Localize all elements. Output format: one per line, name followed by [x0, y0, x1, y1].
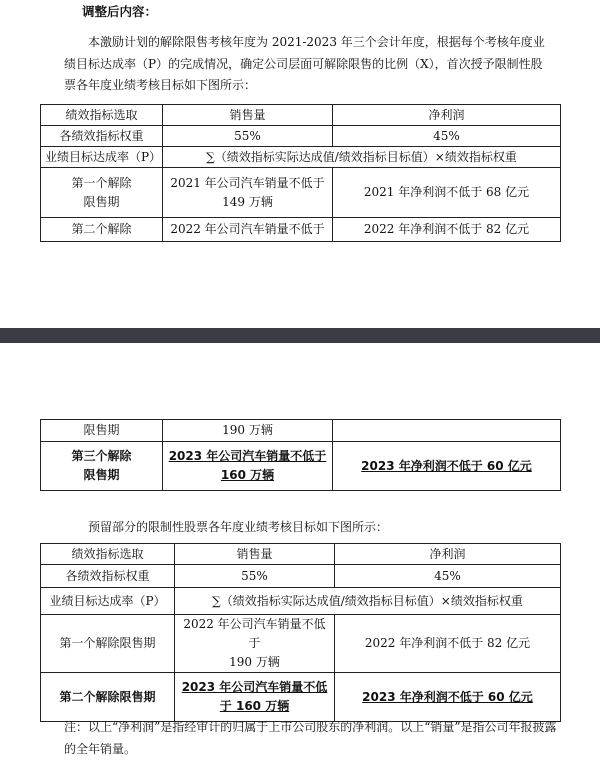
header-cell: 净利润	[335, 544, 561, 565]
row-label: 第二个解除限售期	[41, 673, 175, 722]
header-cell: 绩效指标选取	[41, 544, 175, 565]
table-row	[41, 126, 561, 147]
table-row	[41, 105, 561, 126]
header-cell: 销售量	[175, 544, 335, 565]
reserved-paragraph: 预留部分的限制性股票各年度业绩考核目标如下图所示：	[88, 520, 389, 534]
page-break-band	[0, 328, 600, 343]
row-label: 各绩效指标权重	[41, 565, 175, 588]
formula-cell: ∑（绩效指标实际达成值/绩效指标目标值）×绩效指标权重	[175, 588, 561, 615]
table-row	[41, 565, 561, 588]
table-cell: 2023 年公司汽车销量不低 于 160 万辆	[175, 673, 335, 722]
table-cell: 55%	[175, 565, 335, 588]
table-cell: 2023 年净利润不低于 60 亿元	[333, 442, 561, 491]
row-label: 第一个解除 限售期	[41, 168, 163, 218]
table-row	[41, 673, 561, 722]
row-label: 业绩目标达成率（P）	[41, 588, 175, 615]
reserved-grant-performance-table	[40, 543, 561, 722]
table-row	[41, 168, 561, 218]
section-heading: 调整后内容：	[82, 4, 158, 19]
header-cell: 净利润	[333, 105, 561, 126]
row-label: 第三个解除 限售期	[41, 442, 163, 491]
row-label: 第二个解除	[41, 218, 163, 242]
row-label: 限售期	[41, 420, 163, 442]
table-row	[41, 544, 561, 565]
first-grant-performance-table-continued	[40, 419, 561, 491]
table-cell: 45%	[335, 565, 561, 588]
table-cell: 2022 年公司汽车销量不低于	[163, 218, 333, 242]
header-cell: 销售量	[163, 105, 333, 126]
table-cell: 190 万辆	[163, 420, 333, 442]
row-label: 各绩效指标权重	[41, 126, 163, 147]
intro-paragraph: 本激励计划的解除限售考核年度为 2021-2023 年三个会计年度，根据每个考核年度业绩目标达成率（P）的完成情况，确定公司层面可解除限售的比例（X），首次授予限制性股票各年度业绩考核目标如下图所示：	[64, 35, 545, 92]
row-label: 第一个解除限售期	[41, 615, 175, 673]
header-cell: 绩效指标选取	[41, 105, 163, 126]
table-row	[41, 218, 561, 242]
table-row	[41, 615, 561, 673]
table-cell: 2022 年净利润不低于 82 亿元	[333, 218, 561, 242]
table-row	[41, 442, 561, 491]
table-row	[41, 420, 561, 442]
table-cell: 2022 年净利润不低于 82 亿元	[335, 615, 561, 673]
table-cell	[333, 420, 561, 442]
formula-cell: ∑（绩效指标实际达成值/绩效指标目标值）×绩效指标权重	[163, 147, 561, 168]
table-cell: 45%	[333, 126, 561, 147]
row-label: 业绩目标达成率（P）	[41, 147, 163, 168]
table-cell: 2021 年净利润不低于 68 亿元	[333, 168, 561, 218]
table-row	[41, 588, 561, 615]
table-cell: 2023 年公司汽车销量不低于 160 万辆	[163, 442, 333, 491]
table-row	[41, 147, 561, 168]
table-cell: 2023 年净利润不低于 60 亿元	[335, 673, 561, 722]
first-grant-performance-table	[40, 104, 561, 242]
footnote: 注：以上“净利润”是指经审计的归属于上市公司股东的净利润。以上“销量”是指公司年报披露的全年销量。	[64, 720, 557, 756]
table-cell: 2022 年公司汽车销量不低于 190 万辆	[175, 615, 335, 673]
table-cell: 55%	[163, 126, 333, 147]
table-cell: 2021 年公司汽车销量不低于 149 万辆	[163, 168, 333, 218]
